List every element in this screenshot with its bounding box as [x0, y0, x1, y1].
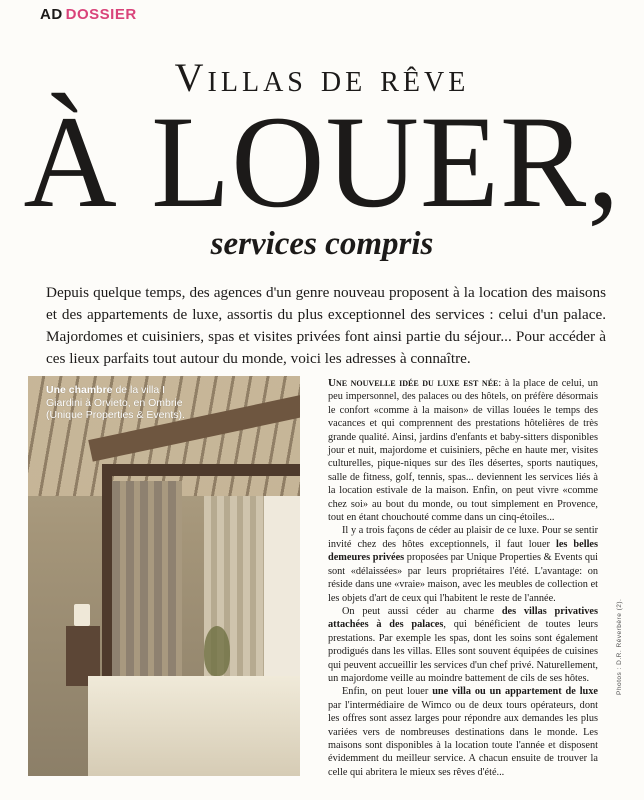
magazine-logo: AD [40, 6, 63, 23]
paragraph-text: Il y a trois façons de céder au plaisir de ce luxe. Pour se sentir invité chez des hôtes exceptionnels, il faut louer [328, 525, 598, 550]
caption-bold: Une chambre [46, 384, 113, 396]
bedroom-photo [28, 376, 300, 776]
paragraph-text: : à la place de celui, un peu impersonnel, des palaces ou des hôtels, on préfère désormais le confort «comme à la maison» de villas louées le temps des vacances et qui comprennent des prestations hôtelières de très grande qualité. Ainsi, jardins d'enfants et baby-sitters disponibles jour et nuit, majordome et cuisiniers, pêche en haute mer, visites culturelles, pique-niques sur des îles désertes, sports nautiques, salle de fitness, golf, tennis, spas... deviennent les services liés à la location estivale de la maison. Enfin, on peut vivre «comme chez soi» au bout du monde, ou tout simplement en Provence, tout en étant chouchouté comme dans un cinq-étoiles... [328, 378, 598, 524]
caption-text: de la villa I Giardini à Orvieto, en Ombrie (Unique Properties & Events). [46, 384, 185, 421]
paragraph-text: , qui bénéficient de toutes leurs prestations. Par exemple les spas, dont les soins sont également prodigués dans les villas. Elles sont souvent équipées de cuisines qui peuvent accueillir les services d'un chef privé. Naturellement, un majordome veille au moindre battement de cils de ses hôtes. [328, 619, 598, 684]
article-paragraph-3 [328, 605, 598, 685]
article-paragraph-4 [328, 685, 598, 779]
magazine-header [40, 6, 137, 23]
photo-credit: Photos : D.R. Réverbère (2). [616, 598, 623, 695]
paragraph-highlight: une villa ou un appartement de luxe [432, 686, 598, 698]
paragraph-text: On peut aussi céder au charme [342, 605, 502, 617]
paragraph-lead: Une nouvelle idée du luxe est née [328, 377, 499, 389]
article-paragraph-1 [328, 377, 598, 524]
article-paragraph-2 [328, 524, 598, 604]
section-label: DOSSIER [65, 6, 137, 23]
paragraph-highlight: les belles demeures privées [328, 538, 599, 564]
headline-line1: Villas de rêve [174, 55, 470, 100]
headline-line3: services compris [210, 226, 434, 262]
photo-caption [46, 384, 188, 422]
intro-paragraph: Depuis quelque temps, des agences d'un genre nouveau proposent à la location des maisons et des appartements de luxe, assortis du plus exceptionnel des services : celui d'un palace. Majordomes et cuisiniers, spas et visites privées font ainsi partie du séjour... Pour accéder à ces lieux parfaits tout autour du monde, voici les adresses à connaître. [46, 284, 606, 367]
article-body [328, 377, 598, 779]
paragraph-highlight: des villas privatives attachées à des palaces [328, 605, 599, 631]
paragraph-text: Enfin, on peut louer [342, 686, 433, 698]
photo-lamp [74, 604, 90, 626]
photo-plant [204, 626, 230, 676]
paragraph-text: proposées par Unique Properties & Events qui sont «délaissées» par leurs propriétaires l'été. L'avantage: on réside dans une «vraie» maison, avec les meubles de collection et les objets d'art de ceux qui l'habitent le reste de l'année. [328, 552, 598, 604]
headline-line2: À LOUER, [23, 88, 621, 235]
photo-bed-canopy [102, 464, 300, 476]
paragraph-text: par l'intermédiaire de Wimco ou de deux tours opérateurs, dont les offres sont assez larges pour répondre aux demandes les plus variées vers de nombreuses destinations dans le monde. Les maisons sont disponibles à la location toute l'année et disposent évidemment du meilleur service. A chacun ensuite de trouver la celle qui abritera le mieux ses rêves d'été... [328, 699, 598, 778]
photo-bed [88, 676, 300, 776]
